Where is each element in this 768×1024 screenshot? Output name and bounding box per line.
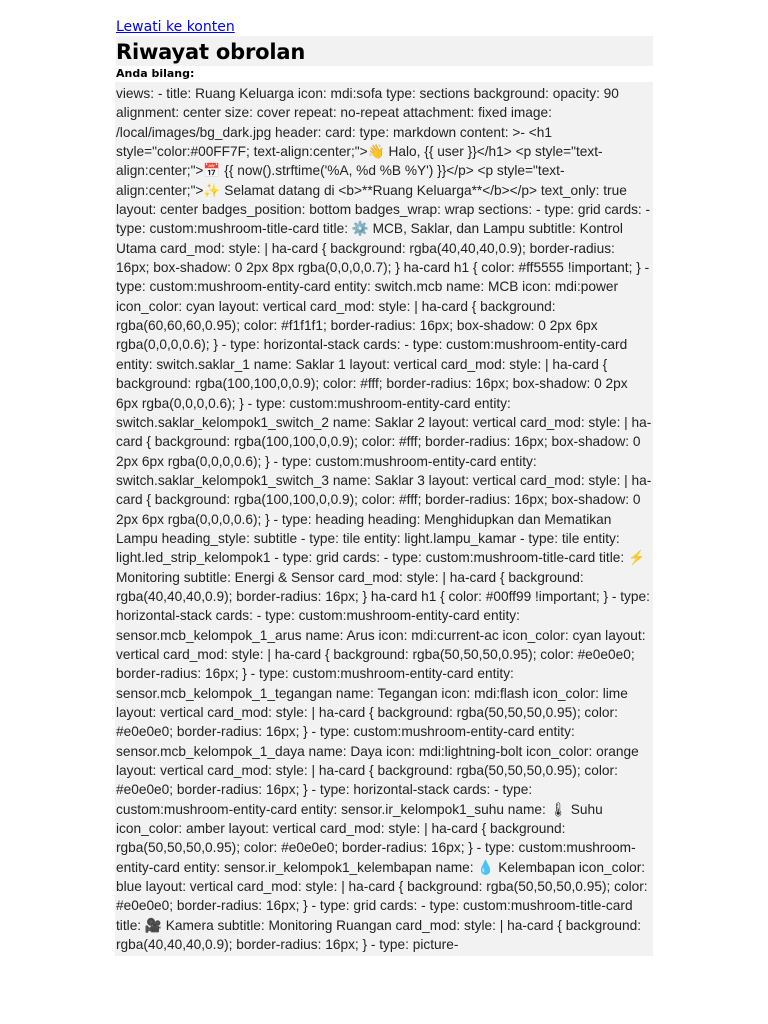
page-title: Riwayat obrolan [116,40,306,64]
message-speaker-label: Anda bilang: [116,67,195,80]
user-message [115,82,653,956]
skip-to-content-link[interactable]: Lewati ke konten [116,19,235,35]
user-message-text: views: - title: Ruang Keluarga icon: mdi:sofa type: sections background: opacity: 90 alignment: center size: cover repeat: no-repeat attachment: fixed image: /local/images/bg_dark.jpg header: card: type: markdown content: >- <h1 style="color:#00FF7F; text-align:center;">👋 Halo, {{ user }}</h1> <p style="text-align:center;">📅 {{ now().strftime('%A, %d %B %Y') }}</p> <p style="text-align:center;">✨ Selamat datang di <b>**Ruang Keluarga**</b></p> text_only: true layout: center badges_position: bottom badges_wrap: wrap sections: - type: grid cards: - type: custom:mushroom-title-card title: ⚙️ MCB, Saklar, dan Lampu subtitle: Kontrol Utama card_mod: style: | ha-card { background: rgba(40,40,40,0.9); border-radius: 16px; box-shadow: 0 2px 8px rgba(0,0,0,0.7); } ha-card h1 { color: #ff5555 !important; } - type: custom:mushroom-entity-card entity: switch.mcb name: MCB icon: mdi:power icon_color: cyan layout: vertical card_mod: style: | ha-card { background: rgba(60,60,60,0.95); color: #f1f1f1; border-radius: 16px; box-shadow: 0 2px 6px rgba(0,0,0,0.6); } - type: horizontal-stack cards: - type: custom:mushroom-entity-card entity: switch.saklar_1 name: Saklar 1 layout: vertical card_mod: style: | ha-card { background: rgba(100,100,0,0.9); color: #fff; border-radius: 16px; box-shadow: 0 2px 6px rgba(0,0,0,0.6); } - type: custom:mushroom-entity-card entity: switch.saklar_kelompok1_switch_2 name: Saklar 2 layout: vertical card_mod: style: | ha-card { background: rgba(100,100,0,0.9); color: #fff; border-radius: 16px; box-shadow: 0 2px 6px rgba(0,0,0,0.6); } - type: custom:mushroom-entity-card entity: switch.saklar_kelompok1_switch_3 name: Saklar 3 layout: vertical card_mod: style: | ha-card { background: rgba(100,100,0,0.9); color: #fff; border-radius: 16px; box-shadow: 0 2px 6px rgba(0,0,0,0.6); } - type: heading heading: Menghidupkan dan Mematikan Lampu heading_style: subtitle - type: tile entity: light.lampu_kamar - type: tile entity: light.led_strip_kelompok1 - type: grid cards: - type: custom:mushroom-title-card title: ⚡ Monitoring subtitle: Energi & Sensor card_mod: style: | ha-card { background: rgba(40,40,40,0.9); border-radius: 16px; } ha-card h1 { color: #00ff99 !important; } - type: horizontal-stack cards: - type: custom:mushroom-entity-card entity: sensor.mcb_kelompok_1_arus name: Arus icon: mdi:current-ac icon_color: cyan layout: vertical card_mod: style: | ha-card { background: rgba(50,50,50,0.95); color: #e0e0e0; border-radius: 16px; } - type: custom:mushroom-entity-card entity: sensor.mcb_kelompok_1_tegangan name: Tegangan icon: mdi:flash icon_color: lime layout: vertical card_mod: style: | ha-card { background: rgba(50,50,50,0.95); color: #e0e0e0; border-radius: 16px; } - type: custom:mushroom-entity-card entity: sensor.mcb_kelompok_1_daya name: Daya icon: mdi:lightning-bolt icon_color: orange layout: vertical card_mod: style: | ha-card { background: rgba(50,50,50,0.95); color: #e0e0e0; border-radius: 16px; } - type: horizontal-stack cards: - type: custom:mushroom-entity-card entity: sensor.ir_kelompok1_suhu name: 🌡 Suhu icon_color: amber layout: vertical card_mod: style: | ha-card { background: rgba(50,50,50,0.95); color: #e0e0e0; border-radius: 16px; } - type: custom:mushroom-entity-card entity: sensor.ir_kelompok1_kelembapan name: 💧 Kelembapan icon_color: blue layout: vertical card_mod: style: | ha-card { background: rgba(50,50,50,0.95); color: #e0e0e0; border-radius: 16px; } - type: grid cards: - type: custom:mushroom-title-card title: 🎥 Kamera subtitle: Monitoring Ruangan card_mod: style: | ha-card { background: rgba(40,40,40,0.9); border-radius: 16px; } - type: picture- [116,86,652,953]
